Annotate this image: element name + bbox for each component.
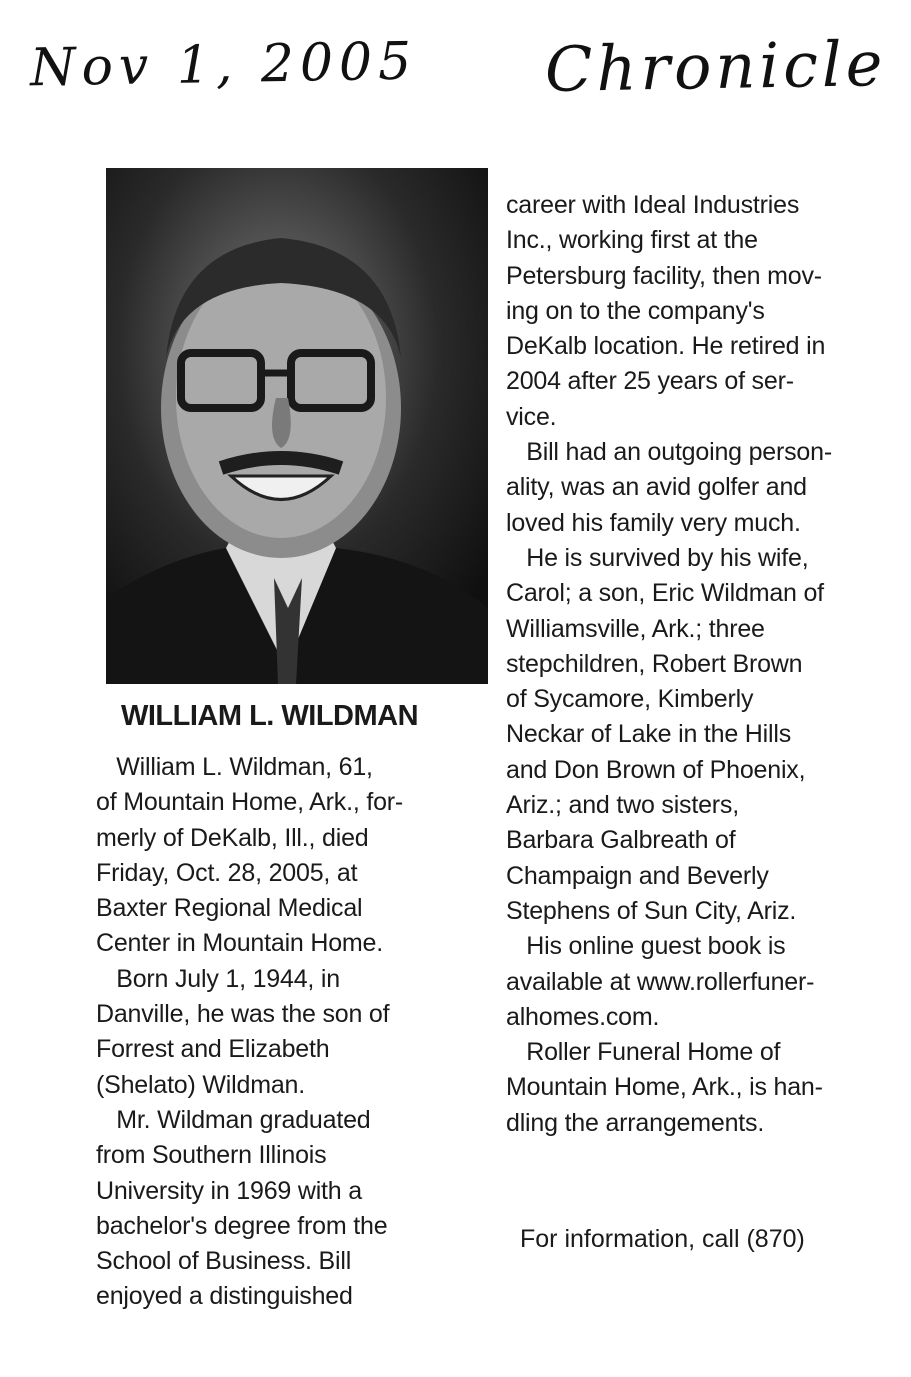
text-line: stepchildren, Robert Brown (506, 649, 803, 678)
obituary-left-column (96, 750, 476, 1315)
text-line: Roller Funeral Home of (506, 1038, 781, 1067)
text-line: His online guest book is (506, 932, 786, 961)
text-line: career with Ideal Industries (506, 191, 800, 219)
text-line: Carol; a son, Eric Wildman of (506, 579, 824, 608)
text-line: Barbara Galbreath of (506, 826, 736, 855)
text-line: Danville, he was the son of (96, 1000, 390, 1029)
text-line: Neckar of Lake in the Hills (506, 720, 792, 749)
text-line: Bill had an outgoing person- (506, 438, 832, 467)
text-line: Baxter Regional Medical (96, 894, 363, 923)
text-line: William L. Wildman, 61, (96, 753, 373, 781)
text-line: 2004 after 25 years of ser- (506, 367, 794, 396)
text-line: ality, was an avid golfer and (506, 473, 807, 502)
text-line: (Shelato) Wildman. (96, 1070, 305, 1099)
text-line: Petersburg facility, then mov- (506, 261, 822, 290)
text-line: and Don Brown of Phoenix, (506, 755, 806, 784)
obituary-headline: WILLIAM L. WILDMAN (121, 700, 419, 732)
text-line: Champaign and Beverly (506, 861, 769, 890)
text-line: Friday, Oct. 28, 2005, at (96, 858, 358, 887)
text-line: Inc., working first at the (506, 226, 758, 255)
text-line: available at www.rollerfuner- (506, 967, 815, 996)
text-line: Center in Mountain Home. (96, 929, 384, 958)
text-line: School of Business. Bill (96, 1247, 352, 1276)
text-line: Mountain Home, Ark., is han- (506, 1073, 823, 1102)
obituary-right-column (506, 188, 901, 1141)
text-line: alhomes.com. (506, 1002, 660, 1031)
text-line: Born July 1, 1944, in (96, 964, 340, 993)
text-line: Mr. Wildman graduated (96, 1105, 371, 1134)
text-line: bachelor's degree from the (96, 1211, 388, 1240)
text-line: from Southern Illinois (96, 1141, 327, 1170)
portrait-photo (106, 168, 488, 684)
text-line: vice. (506, 402, 557, 431)
text-line: Ariz.; and two sisters, (506, 791, 739, 820)
text-line: DeKalb location. He retired in (506, 332, 826, 361)
handwritten-date: Nov 1, 2005 (29, 31, 418, 99)
handwritten-newspaper-name: Chronicle (544, 27, 887, 106)
text-line: University in 1969 with a (96, 1176, 362, 1205)
text-line: enjoyed a distinguished (96, 1282, 353, 1311)
text-line: of Sycamore, Kimberly (506, 685, 754, 714)
text-line: ing on to the company's (506, 296, 765, 325)
text-line: dling the arrangements. (506, 1108, 765, 1137)
text-line: Stephens of Sun City, Ariz. (506, 896, 797, 925)
text-line: Forrest and Elizabeth (96, 1035, 330, 1064)
text-line: loved his family very much. (506, 508, 801, 537)
text-line: of Mountain Home, Ark., for- (96, 788, 404, 817)
cut-off-text-line (520, 1225, 850, 1257)
cut-off-text: For information, call (870) (520, 1225, 805, 1253)
text-line: merly of DeKalb, Ill., died (96, 823, 369, 852)
text-line: Williamsville, Ark.; three (506, 614, 765, 643)
text-line: He is survived by his wife, (506, 543, 809, 572)
